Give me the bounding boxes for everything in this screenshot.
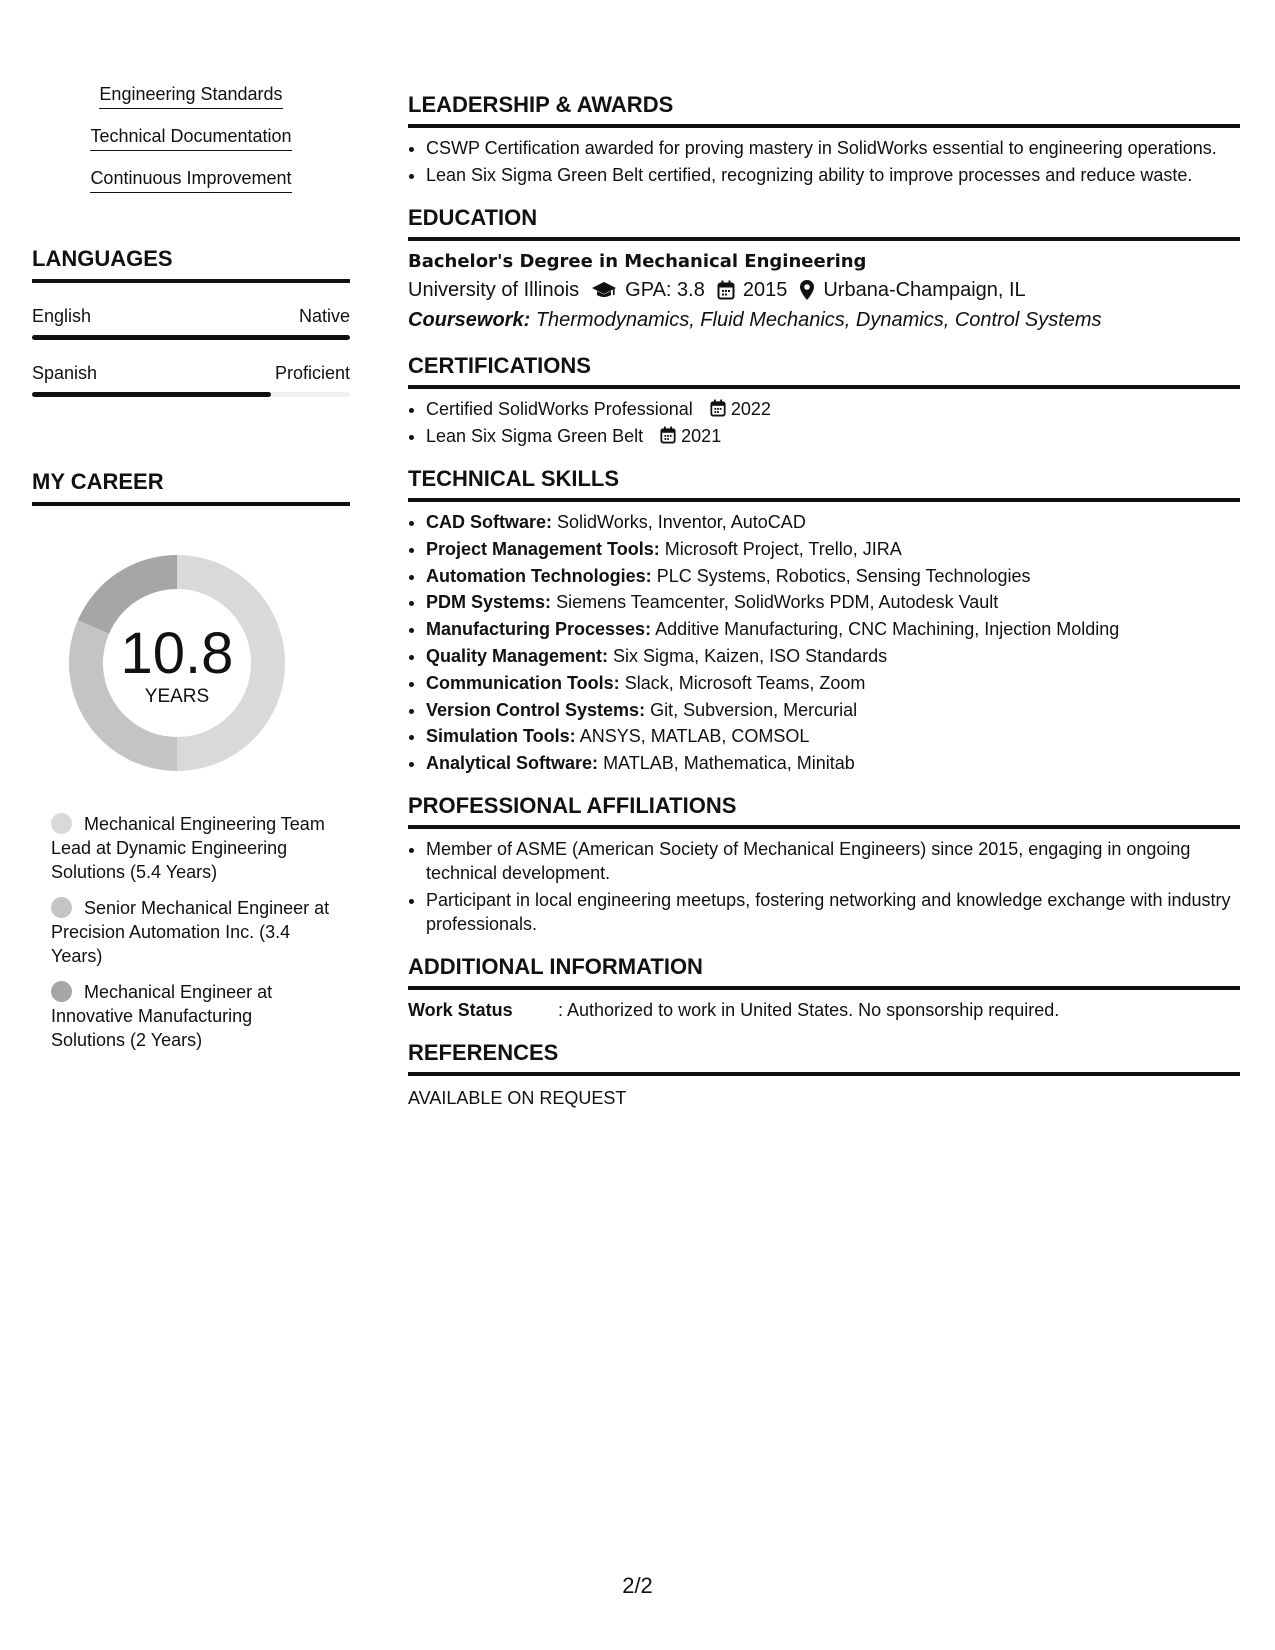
career-item-text: Mechanical Engineer at Innovative Manufacturing Solutions (2 Years) — [51, 982, 273, 1050]
language-item — [32, 362, 350, 397]
skill-label: Analytical Software: — [426, 753, 599, 774]
section-title: EDUCATION — [408, 205, 1240, 241]
education-details — [408, 275, 1240, 305]
skill-item — [426, 671, 1240, 695]
language-bar-fill — [32, 392, 271, 397]
skill-value: Git, Subversion, Mercurial — [650, 699, 858, 720]
references-section — [408, 1040, 1240, 1110]
skill-item — [426, 564, 1240, 588]
coursework — [408, 305, 1240, 335]
career-unit: YEARS — [144, 686, 210, 707]
section-title: TECHNICAL SKILLS — [408, 466, 1240, 502]
language-level: Proficient — [274, 363, 350, 383]
list-item: • CSWP Certification awarded for proving mastery in SolidWorks essential to engineering operations. — [426, 136, 1240, 160]
languages-section — [32, 246, 350, 397]
affiliations-section — [408, 793, 1240, 936]
language-bar-fill — [32, 335, 350, 340]
work-status-row — [408, 998, 1240, 1022]
career-title: MY CAREER — [32, 469, 350, 506]
certifications-section — [408, 353, 1240, 448]
career-item-text: Mechanical Engineering Team Lead at Dynamic Engineering Solutions (5.4 Years) — [51, 814, 325, 882]
main-content — [408, 92, 1240, 1128]
language-name: Spanish — [32, 363, 98, 383]
career-total: 10.8 — [120, 621, 234, 686]
skill-item — [426, 617, 1240, 641]
legend-dot — [51, 981, 72, 1002]
list-item: • Lean Six Sigma Green Belt certified, recognizing ability to improve processes and reduce waste. — [426, 163, 1240, 187]
skill-tag: Engineering Standards — [99, 84, 282, 109]
language-bar — [32, 392, 350, 397]
work-status-value: : Authorized to work in United States. No sponsorship required. — [558, 1000, 1060, 1021]
graduation-year: 2015 — [742, 279, 788, 301]
skill-label: Automation Technologies: — [426, 565, 652, 586]
sidebar — [32, 84, 350, 1064]
career-item — [51, 980, 331, 1052]
skill-value: Slack, Microsoft Teams, Zoom — [624, 672, 866, 693]
section-title: ADDITIONAL INFORMATION — [408, 954, 1240, 990]
skill-value: Siemens Teamcenter, SolidWorks PDM, Autodesk Vault — [556, 592, 999, 613]
calendar-icon — [710, 399, 726, 417]
certification-item — [426, 397, 1240, 421]
skill-label: CAD Software: — [426, 512, 553, 532]
education-section — [408, 205, 1240, 335]
skill-value: ANSYS, MATLAB, COMSOL — [579, 726, 810, 747]
language-item — [32, 305, 350, 340]
skill-tag: Continuous Improvement — [90, 168, 291, 193]
career-item — [51, 812, 331, 884]
work-status-label: Work Status — [408, 1000, 513, 1021]
skill-item — [426, 751, 1240, 775]
skill-value: MATLAB, Mathematica, Minitab — [603, 753, 855, 774]
skill-label: Project Management Tools: — [426, 538, 660, 559]
legend-dot — [51, 813, 72, 834]
references-text: AVAILABLE ON REQUEST — [408, 1088, 627, 1109]
career-donut — [62, 548, 292, 778]
skill-label: Version Control Systems: — [426, 699, 646, 720]
section-title: CERTIFICATIONS — [408, 353, 1240, 389]
skill-item — [426, 698, 1240, 722]
certification-year: 2021 — [681, 426, 722, 446]
language-name: English — [32, 306, 92, 326]
skill-value: Microsoft Project, Trello, JIRA — [664, 538, 902, 559]
skill-item — [426, 510, 1240, 534]
skill-label: Manufacturing Processes: — [426, 619, 652, 640]
skill-label: Quality Management: — [426, 645, 609, 666]
language-level: Native — [298, 306, 350, 326]
language-bar — [32, 335, 350, 340]
skill-value: SolidWorks, Inventor, AutoCAD — [557, 512, 806, 532]
degree: Bachelor's Degree in Mechanical Engineering — [408, 251, 867, 272]
coursework-label: Coursework: — [408, 309, 531, 331]
career-item-text: Senior Mechanical Engineer at Precision Automation Inc. (3.4 Years) — [51, 898, 330, 966]
skill-value: Additive Manufacturing, CNC Machining, Injection Molding — [655, 619, 1120, 640]
skill-label: Communication Tools: — [426, 672, 620, 693]
gpa: GPA: 3.8 — [625, 279, 705, 301]
certification-name: Certified SolidWorks Professional — [426, 399, 693, 419]
certification-name: Lean Six Sigma Green Belt — [426, 426, 644, 446]
skill-label: Simulation Tools: — [426, 726, 576, 747]
skill-tags — [32, 84, 350, 210]
school: University of Illinois — [408, 279, 580, 301]
legend-dot — [51, 897, 72, 918]
career-item — [51, 896, 331, 968]
additional-section — [408, 954, 1240, 1022]
section-title: PROFESSIONAL AFFILIATIONS — [408, 793, 1240, 829]
location-pin-icon — [799, 279, 815, 301]
skill-value: Six Sigma, Kaizen, ISO Standards — [613, 645, 888, 666]
page-number: 2/2 — [622, 1573, 653, 1598]
career-section — [32, 469, 350, 1052]
section-title: REFERENCES — [408, 1040, 1240, 1076]
career-list — [32, 812, 331, 1052]
calendar-icon — [660, 426, 676, 444]
leadership-section — [408, 92, 1240, 187]
skill-label: PDM Systems: — [426, 592, 552, 613]
skill-tag: Technical Documentation — [90, 126, 291, 151]
coursework-list: Thermodynamics, Fluid Mechanics, Dynamics, Control Systems — [535, 309, 1102, 331]
location: Urbana-Champaign, IL — [823, 279, 1026, 301]
languages-title: LANGUAGES — [32, 246, 350, 283]
skill-item — [426, 590, 1240, 614]
graduation-cap-icon — [591, 280, 617, 300]
skill-item — [426, 724, 1240, 748]
certification-year: 2022 — [730, 399, 771, 419]
list-item: • Participant in local engineering meetups, fostering networking and knowledge exchange with industry professionals. — [426, 888, 1240, 936]
skill-value: PLC Systems, Robotics, Sensing Technologies — [656, 565, 1031, 586]
skill-item — [426, 644, 1240, 668]
skill-item — [426, 537, 1240, 561]
calendar-icon — [717, 280, 735, 300]
skills-section — [408, 466, 1240, 775]
list-item: • Member of ASME (American Society of Mechanical Engineers) since 2015, engaging in ongoing technical development. — [426, 837, 1240, 885]
section-title: LEADERSHIP & AWARDS — [408, 92, 1240, 128]
certification-item — [426, 424, 1240, 448]
